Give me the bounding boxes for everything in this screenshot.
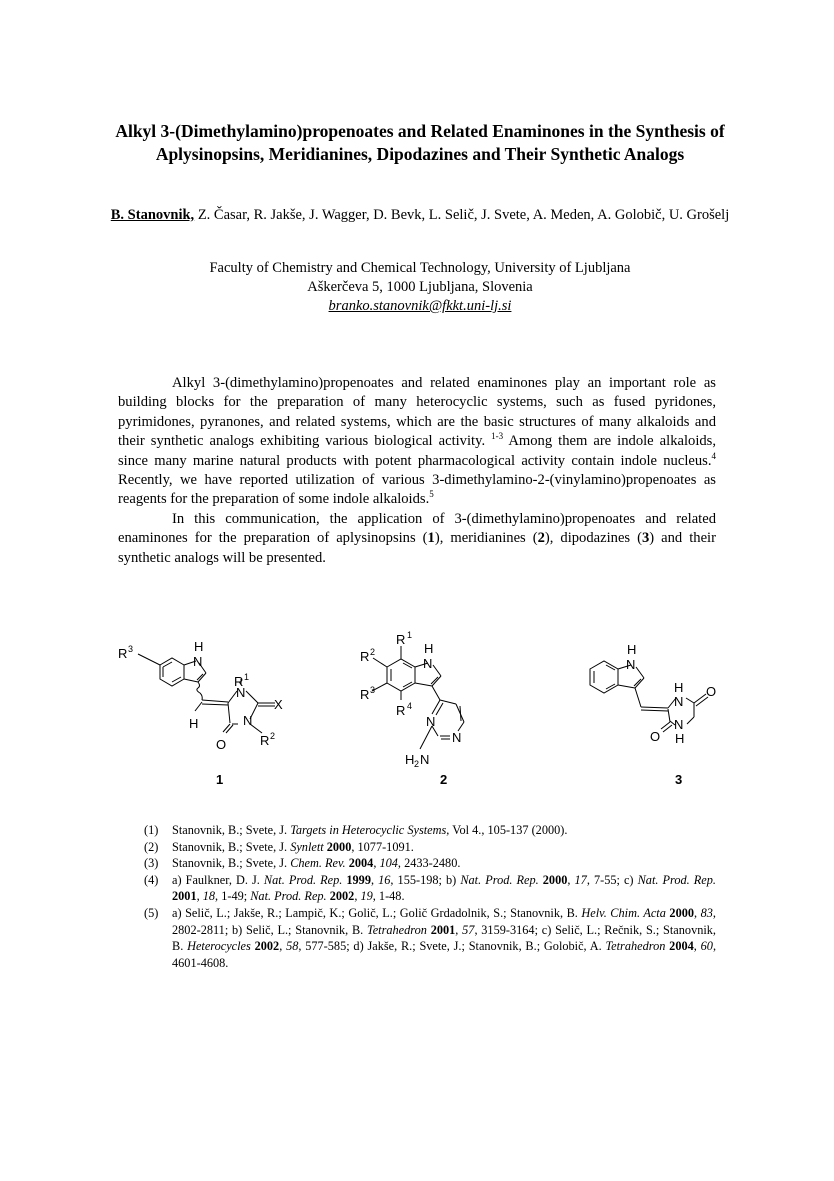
compound-number-1: 1 <box>216 772 224 787</box>
reference-item: (1) Stanovnik, B.; Svete, J. Targets in Heterocyclic Systems, Vol 4., 105-137 (2000). <box>144 823 568 837</box>
paragraph-2: In this communication, the application of 3-(dimethylamino)propenoates and related enaminones for the preparation of aplysinopsins (1), meridianines (2), dipodazines (3) and their synthetic analogs will be presented. <box>118 510 716 566</box>
citation-5: 5 <box>429 489 434 500</box>
svg-text:N: N <box>674 694 684 709</box>
svg-text:1: 1 <box>407 630 413 640</box>
structures-svg <box>110 618 730 793</box>
svg-text:O: O <box>650 729 661 744</box>
reference-list <box>144 822 716 971</box>
co-authors: Z. Časar, R. Jakše, J. Wagger, D. Bevk, L. Selič, J. Svete, A. Meden, A. Golobič, U. Grošelj <box>194 207 730 223</box>
svg-text:H: H <box>405 752 415 767</box>
svg-text:H: H <box>189 716 199 731</box>
svg-text:3: 3 <box>370 685 376 695</box>
svg-text:R: R <box>260 733 270 748</box>
structure-2-labels <box>360 630 461 769</box>
reference-item: (5) a) Selič, L.; Jakše, R.; Lampič, K.; Golič, L.; Golič Grdadolnik, S.; Stanovnik, B. Helv. Chim. Acta 2000, 83, 2802-2811; b) Selič, L.; Stanovnik, B. Tetrahedron 2001, 57, 3159-3164; c) Selič, L.; Rečnik, S.; Stanovnik, B. Heterocycles 2002, 58, 577-585; d) Jakše, R.; Svete, J.; Stanovnik, B.; Golobič, A. Tetrahedron 2004, 60, 4601-4608. <box>144 905 717 970</box>
svg-text:H: H <box>675 731 685 746</box>
svg-text:N: N <box>674 717 684 732</box>
compound-number-2: 2 <box>440 772 448 787</box>
svg-text:R: R <box>396 703 406 718</box>
svg-text:O: O <box>706 684 717 699</box>
reference-item: (3) Stanovnik, B.; Svete, J. Chem. Rev. 2004, 104, 2433-2480. <box>144 856 461 871</box>
reference-item: (2) Stanovnik, B.; Svete, J. Synlett 2000, 1077-1091. <box>144 839 414 854</box>
svg-text:2: 2 <box>270 731 276 741</box>
paragraph-1: Alkyl 3-(dimethylamino)propenoates and related enaminones play an important role as building blocks for the preparation of many heterocyclic systems, such as fused pyridones, pyrimidones, pyranones, and related systems, which are the basic structures of many alkaloids and their synthetic analogs exhibiting various biological activity. $^{1-3}$ Among them are indole alkaloids, since many marine natural products with potent pharmacological activity contain indole nucleus.$^4$ Recently, we have reported utilization of various 3-dimethylamino-2-(vinylamino)propenoates as reagents for the preparation of some indole alkaloids.$^5$ <box>118 375 717 508</box>
svg-text:H: H <box>627 642 637 657</box>
svg-text:N: N <box>426 714 436 729</box>
citation-1-3: 1-3 <box>491 431 504 442</box>
svg-text:N: N <box>243 713 253 728</box>
svg-text:H: H <box>194 639 204 654</box>
chemical-structures <box>110 618 730 793</box>
affiliation-line-1: Faculty of Chemistry and Chemical Technology, University of Ljubljana <box>209 260 631 276</box>
svg-text:2: 2 <box>414 759 420 769</box>
structure-3-labels <box>626 642 716 746</box>
svg-text:N: N <box>452 730 462 745</box>
svg-text:R: R <box>396 632 406 647</box>
svg-text:R: R <box>360 649 370 664</box>
structure-3-bonds <box>590 661 708 732</box>
email-link[interactable]: branko.stanovnik@fkkt.uni-lj.si <box>328 298 512 314</box>
compound-number-3: 3 <box>675 772 683 787</box>
abstract-body <box>118 374 716 568</box>
svg-text:4: 4 <box>407 701 413 711</box>
affiliation-line-2: Aškerčeva 5, 1000 Ljubljana, Slovenia <box>307 279 533 295</box>
svg-text:N: N <box>420 752 430 767</box>
structure-1-bonds <box>138 654 275 733</box>
svg-text:R: R <box>360 687 370 702</box>
svg-text:O: O <box>216 737 227 752</box>
svg-text:N: N <box>423 656 433 671</box>
paper-title: Alkyl 3-(Dimethylamino)propenoates and Related Enaminones in the Synthesis of Aplysinopsins, Meridianines, Dipodazines and Their Synthetic Analogs <box>115 121 725 164</box>
svg-text:H: H <box>424 641 434 656</box>
presenting-author: B. Stanovnik, <box>110 207 195 223</box>
svg-text:1: 1 <box>244 672 250 682</box>
svg-text:R: R <box>118 646 128 661</box>
author-list <box>110 206 730 225</box>
svg-text:N: N <box>626 657 636 672</box>
reference-item: (4) a) Faulkner, D. J. Nat. Prod. Rep. 1999, 16, 155-198; b) Nat. Prod. Rep. 2000, 17, 7-55; c) Nat. Prod. Rep. 2001, 18, 1-49; Nat. Prod. Rep. 2002, 19, 1-48. <box>144 872 716 904</box>
svg-text:R: R <box>234 674 244 689</box>
svg-text:X: X <box>274 697 283 712</box>
citation-4: 4 <box>711 450 716 461</box>
structure-2-bonds <box>372 646 464 749</box>
svg-text:2: 2 <box>370 647 376 657</box>
svg-text:N: N <box>193 654 203 669</box>
svg-text:3: 3 <box>128 644 134 654</box>
affiliation <box>110 259 730 316</box>
svg-text:N: N <box>236 685 246 700</box>
svg-text:H: H <box>674 680 684 695</box>
